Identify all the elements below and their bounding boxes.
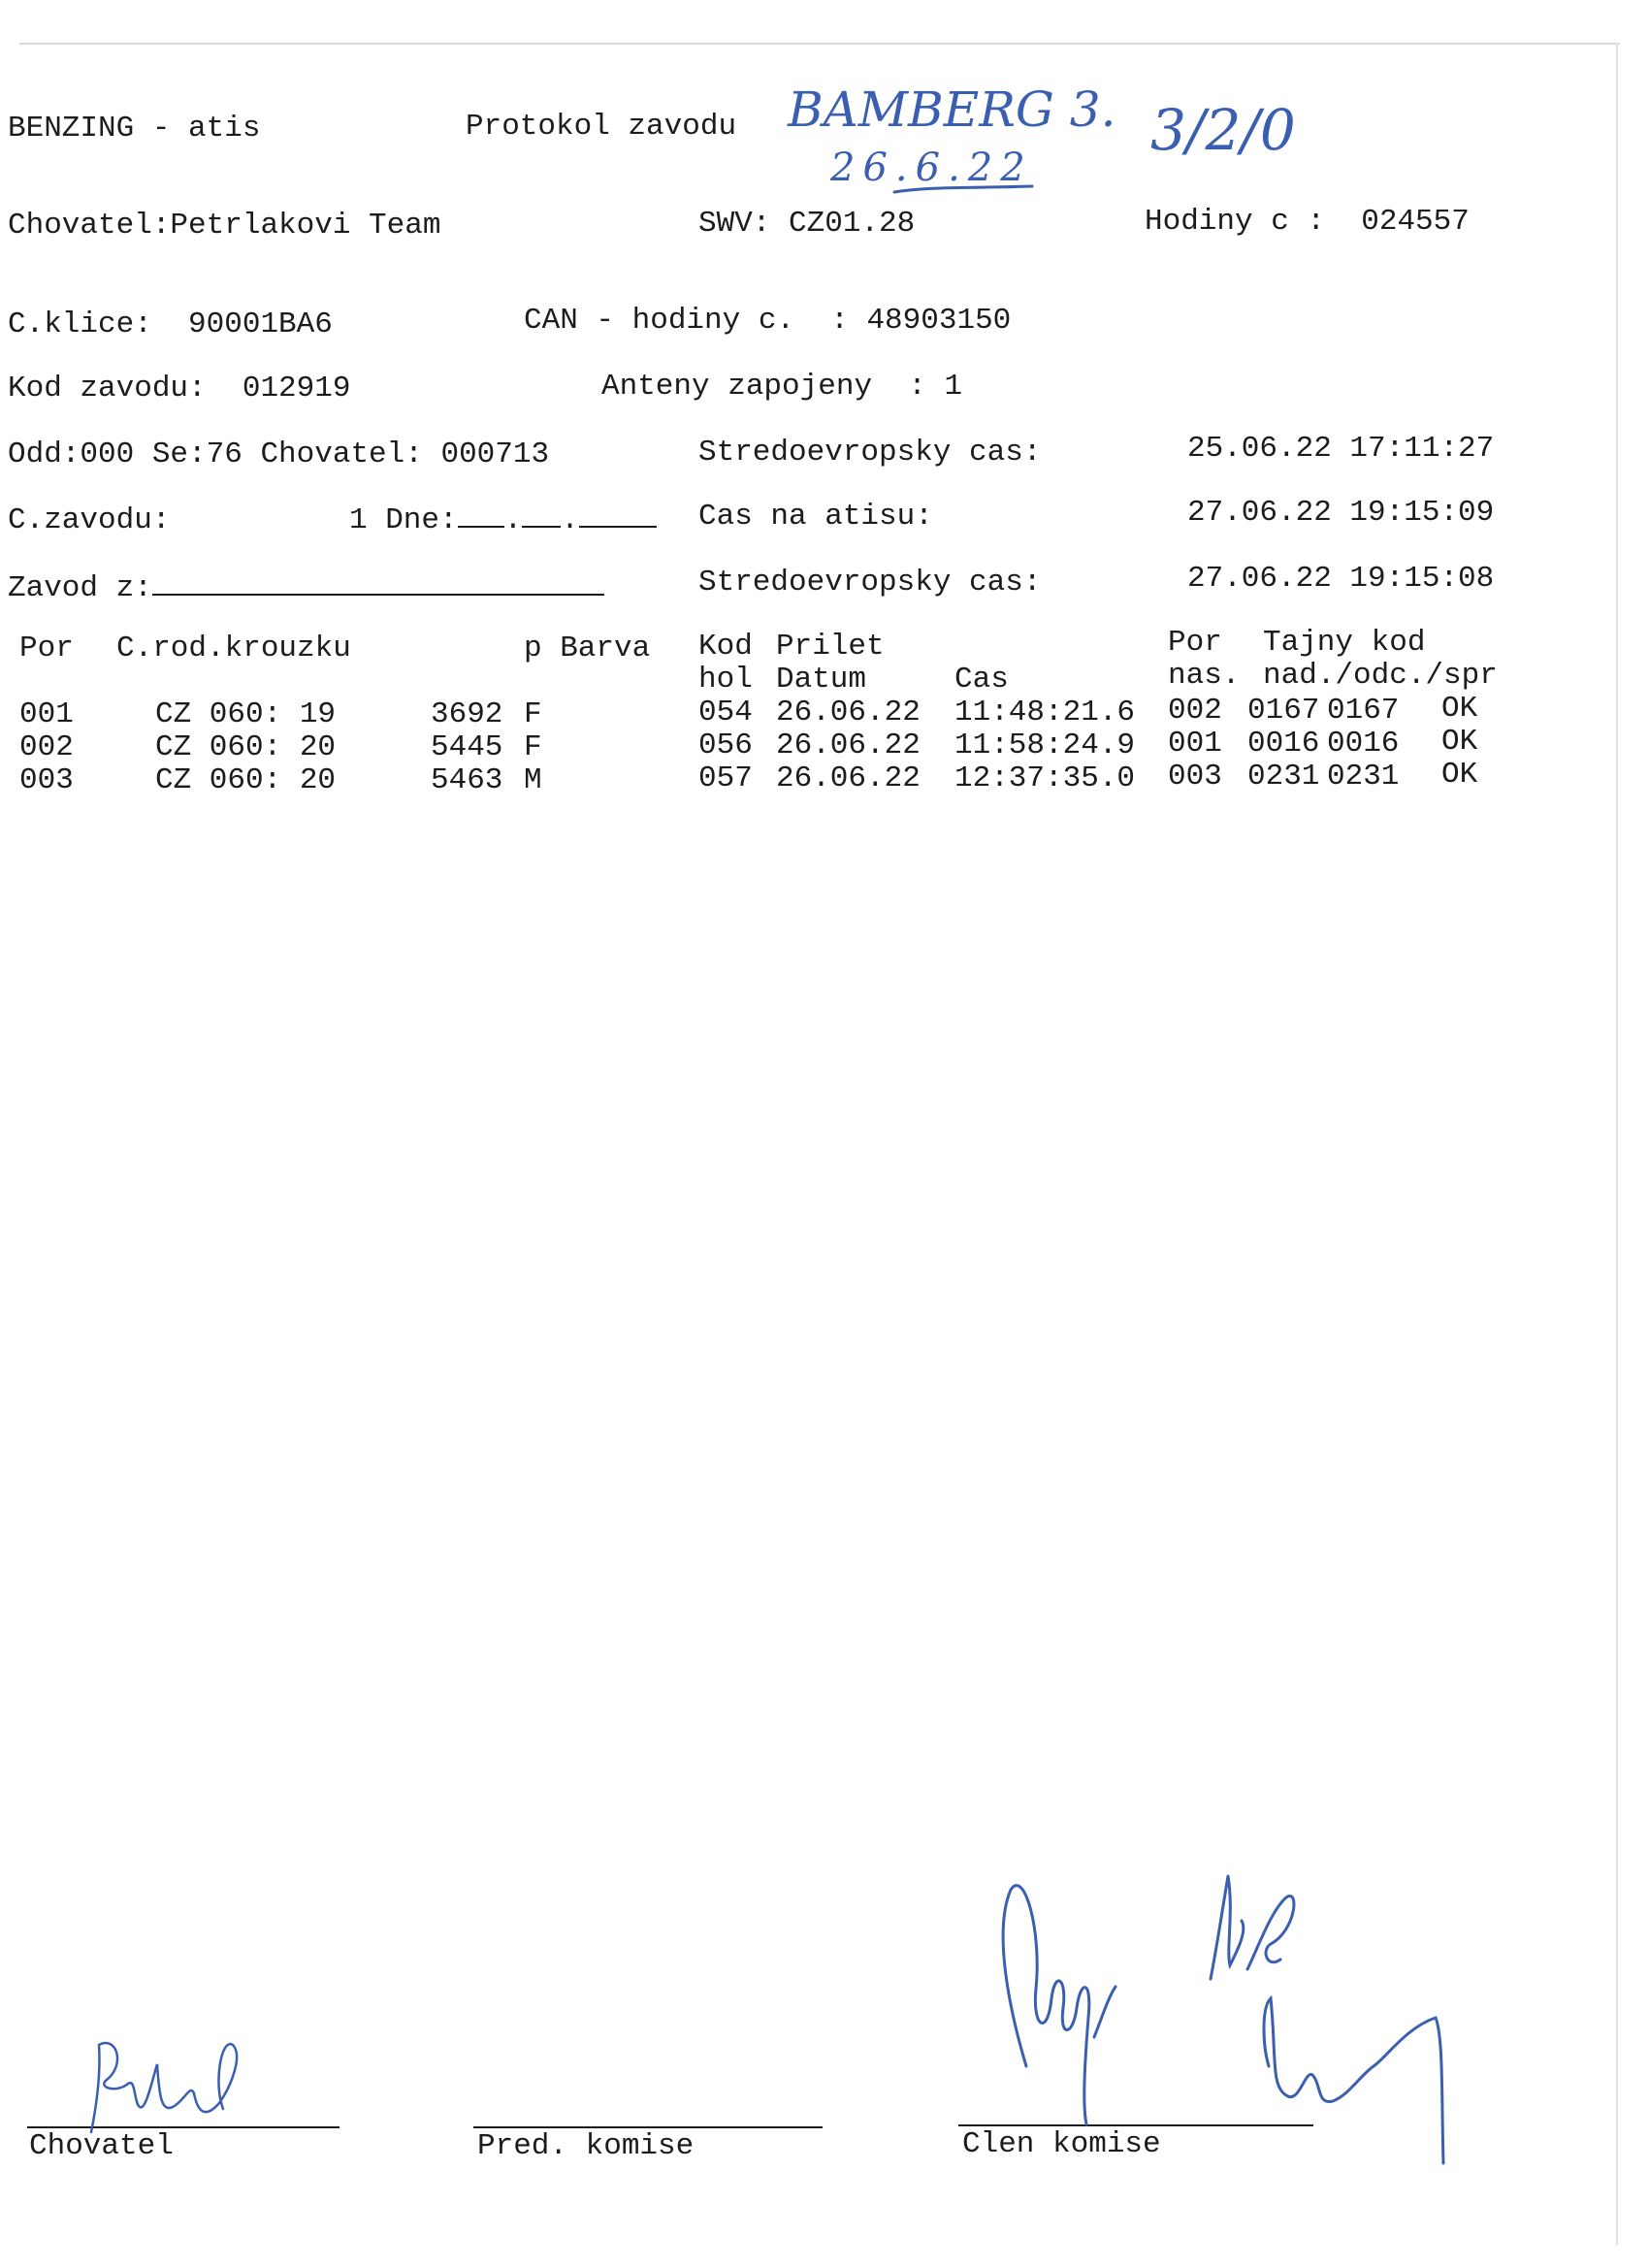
cell-sex: F	[524, 697, 542, 731]
cell-kod: 057	[698, 761, 753, 795]
cell-nad: 0016	[1247, 727, 1320, 761]
cell-odc: 0016	[1327, 727, 1400, 761]
breeder-signature	[78, 2025, 272, 2142]
cell-date: 26.06.22	[776, 696, 921, 729]
cell-por: 001	[19, 697, 74, 731]
cell-date: 26.06.22	[776, 729, 921, 762]
cet-label-start: Stredoevropsky cas:	[698, 436, 1042, 470]
table-row	[0, 725, 1649, 764]
cell-por: 003	[19, 763, 74, 797]
col-header-kod: Kod	[698, 630, 753, 664]
breeder-name: Chovatel:Petrlakovi Team	[8, 209, 441, 243]
col-header-hol: hol	[698, 663, 753, 697]
cell-ring: CZ 060: 20	[155, 763, 337, 797]
scan-edge-top	[19, 43, 1620, 45]
handwritten-date-underline	[890, 180, 1036, 200]
cell-nas: 002	[1168, 694, 1222, 728]
atis-time-label: Cas na atisu:	[698, 500, 933, 534]
cell-odc: 0167	[1327, 694, 1400, 728]
cell-date: 26.06.22	[776, 761, 921, 795]
key-number: C.klice: 90001BA6	[8, 308, 333, 341]
cell-por: 002	[19, 730, 74, 764]
year-blank	[579, 502, 657, 528]
cell-odc: 0231	[1327, 760, 1400, 794]
race-number-value: 1 Dne: . .	[349, 502, 657, 537]
cell-nas: 001	[1168, 727, 1222, 761]
cell-sex: F	[524, 730, 542, 764]
race-from: Zavod z:	[8, 570, 604, 605]
month-blank	[522, 502, 561, 528]
cell-number: 5445	[431, 730, 503, 764]
col-header-datum: Datum	[776, 663, 867, 697]
clock-number: Hodiny c : 024557	[1145, 205, 1470, 239]
cell-kod: 056	[698, 729, 753, 762]
col-header-por: Por	[19, 632, 74, 665]
col-header-cas: Cas	[954, 663, 1009, 697]
cell-nad: 0167	[1247, 694, 1320, 728]
member-signature	[980, 1872, 1484, 2192]
cell-number: 5463	[431, 763, 503, 797]
antennas-connected: Anteny zapojeny : 1	[601, 370, 963, 404]
protocol-label: Protokol zavodu	[466, 110, 737, 144]
cell-ring: CZ 060: 20	[155, 730, 337, 764]
atis-time-value: 27.06.22 19:15:09	[1187, 496, 1495, 530]
race-code: Kod zavodu: 012919	[8, 372, 351, 405]
cell-spr: OK	[1441, 725, 1478, 759]
cet-value-end: 27.06.22 19:15:08	[1187, 562, 1495, 596]
col-header-tajny-kod: Tajny kod	[1263, 626, 1426, 660]
race-number-label: C.zavodu:	[8, 503, 171, 537]
cell-spr: OK	[1441, 758, 1478, 792]
can-clock-number: CAN - hodiny c. : 48903150	[524, 304, 1012, 338]
col-header-por-nas: Por	[1168, 626, 1222, 660]
cell-spr: OK	[1441, 692, 1478, 726]
chair-signature-line	[473, 2126, 823, 2128]
cell-number: 3692	[431, 697, 503, 731]
col-header-nad-odc-spr: nad./odc./spr	[1263, 659, 1498, 693]
member-signature-label: Clen komise	[962, 2127, 1161, 2161]
handwritten-race-date: 26.6.22	[830, 146, 1033, 190]
cell-sex: M	[524, 763, 542, 797]
handwritten-count: 3/2/0	[1150, 97, 1296, 163]
swv-version: SWV: CZ01.28	[698, 207, 916, 241]
col-header-prilet: Prilet	[776, 630, 885, 664]
cet-value-start: 25.06.22 17:11:27	[1187, 432, 1495, 466]
cell-nad: 0231	[1247, 760, 1320, 794]
cet-label-end: Stredoevropsky cas:	[698, 566, 1042, 599]
cell-nas: 003	[1168, 760, 1222, 794]
system-name: BENZING - atis	[8, 112, 261, 146]
handwritten-race-name: BAMBERG 3.	[788, 81, 1116, 138]
cell-time: 11:58:24.9	[954, 729, 1136, 762]
cell-time: 11:48:21.6	[954, 696, 1136, 729]
cell-kod: 054	[698, 696, 753, 729]
day-blank	[458, 502, 504, 528]
chair-signature-label: Pred. komise	[477, 2129, 695, 2163]
table-row	[0, 758, 1649, 797]
col-header-nas: nas.	[1168, 659, 1241, 693]
col-header-p-barva: p Barva	[524, 632, 651, 665]
race-from-blank	[152, 570, 604, 596]
col-header-ring: C.rod.krouzku	[116, 632, 351, 665]
cell-ring: CZ 060: 19	[155, 697, 337, 731]
cell-time: 12:37:35.0	[954, 761, 1136, 795]
table-row	[0, 692, 1649, 731]
scan-edge-right	[1616, 43, 1618, 2245]
section-info: Odd:000 Se:76 Chovatel: 000713	[8, 437, 550, 471]
breeder-signature-label: Chovatel	[29, 2129, 174, 2163]
